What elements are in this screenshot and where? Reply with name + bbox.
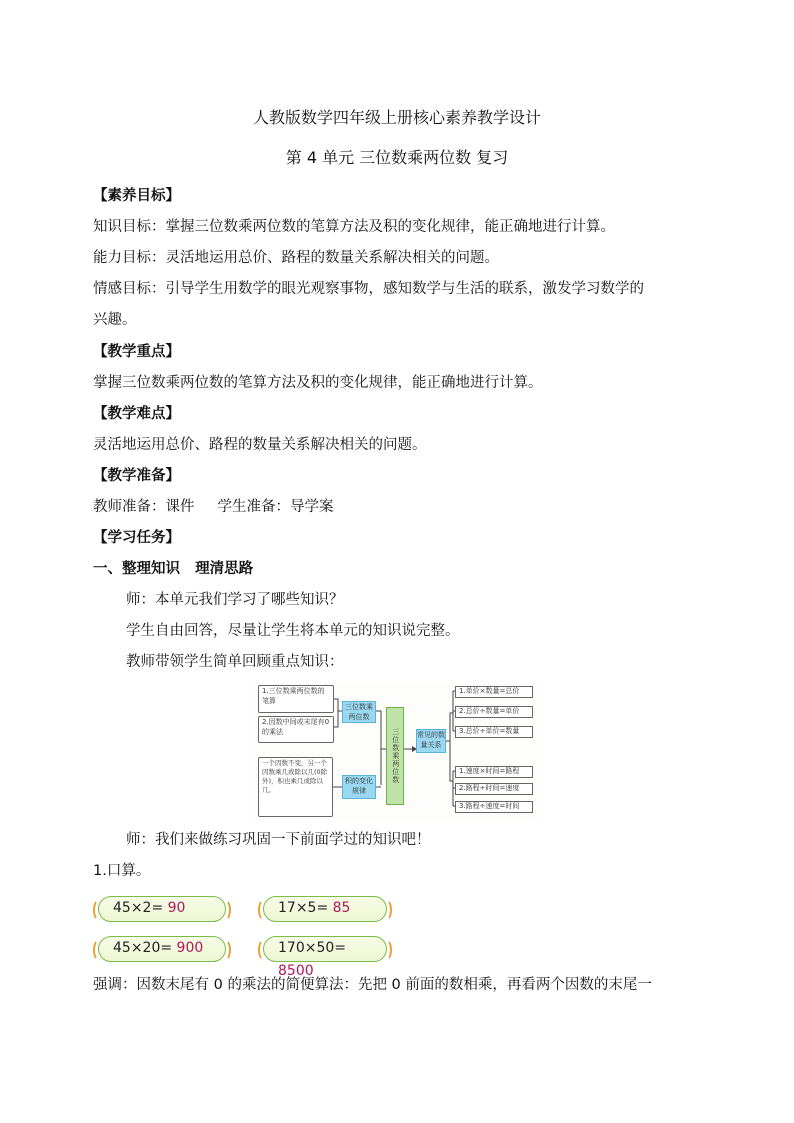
bracket-decoration — [258, 939, 270, 961]
oral-calc-answer: 900 — [176, 940, 204, 956]
section-1-heading: 一、整理知识 理清思路 — [93, 561, 254, 577]
mind-map-center-topic: 三位数乘两位数 — [386, 707, 404, 805]
mind-map-relation-price-3: 3.总价÷单价=数量 — [455, 726, 533, 738]
oral-calc-item — [98, 936, 226, 962]
preparation-text: 教师准备：课件 学生准备：导学案 — [93, 499, 334, 515]
bracket-decoration — [258, 899, 270, 921]
bracket-decoration — [219, 899, 231, 921]
knowledge-mind-map — [254, 683, 538, 820]
mind-map-relation-speed-1: 1.速度×时间=路程 — [455, 766, 533, 778]
mind-map-item-zero-factor: 2.因数中间或末尾有0的乘法 — [258, 716, 334, 743]
oral-calc-answer: 90 — [167, 900, 186, 916]
oral-calc-question: 45×2= — [113, 900, 168, 916]
mind-map-branch-product-rule: 积的变化规律 — [342, 775, 376, 799]
bracket-decoration — [219, 939, 231, 961]
key-points-heading: 【教学重点】 — [93, 344, 180, 360]
bracket-decoration — [380, 939, 392, 961]
review-intro: 教师带领学生简单回顾重点知识： — [126, 654, 344, 670]
goal-knowledge: 知识目标：掌握三位数乘两位数的笔算方法及积的变化规律，能正确地进行计算。 — [93, 219, 615, 235]
goal-emotion-line2: 兴趣。 — [93, 312, 137, 328]
goal-emotion-line1: 情感目标：引导学生用数学的眼光观察事物，感知数学与生活的联系，激发学习数学的 — [93, 281, 644, 297]
goals-heading: 【素养目标】 — [93, 188, 180, 204]
exercise-1-title: 1.口算。 — [93, 863, 151, 879]
student-answer-note: 学生自由回答，尽量让学生将本单元的知识说完整。 — [126, 623, 460, 639]
oral-calc-answer: 8500 — [278, 963, 314, 979]
difficulties-heading: 【教学难点】 — [93, 406, 180, 422]
oral-calc-item — [263, 936, 387, 979]
oral-calc-question: 170×50= — [278, 940, 346, 956]
bracket-decoration — [93, 899, 105, 921]
document-subtitle: 第 4 单元 三位数乘两位数 复习 — [285, 148, 509, 167]
mind-map-item-written-method: 1.三位数乘两位数的笔算 — [258, 685, 334, 713]
teacher-question: 师：本单元我们学习了哪些知识？ — [126, 592, 344, 608]
mind-map-relation-speed-3: 3.路程÷速度=时间 — [455, 801, 533, 813]
mind-map-branch-multiplication: 三位数乘两位数 — [342, 701, 376, 723]
document-title: 人教版数学四年级上册核心素养教学设计 — [252, 108, 541, 127]
practice-intro: 师：我们来做练习巩固一下前面学过的知识吧！ — [126, 832, 431, 848]
tasks-heading: 【学习任务】 — [93, 530, 180, 546]
mind-map-relation-price-1: 1.单价×数量=总价 — [455, 686, 533, 698]
preparation-heading: 【教学准备】 — [93, 468, 180, 484]
mind-map-quantity-relations: 常见的数量关系 — [416, 729, 446, 753]
emphasis-note: 强调：因数末尾有 0 的乘法的简便算法：先把 0 前面的数相乘，再看两个因数的末尾一 — [93, 977, 652, 993]
oral-calc-question: 45×20= — [113, 940, 177, 956]
oral-calc-item — [263, 896, 387, 922]
mind-map-item-product-rule: 一个因数不变，另一个因数乘几或除以几(0除外)，积也乘几或除以几。 — [258, 757, 333, 817]
oral-calc-question: 17×5= — [278, 900, 333, 916]
mind-map-relation-price-2: 2.总价÷数量=单价 — [455, 706, 533, 718]
key-points-text: 掌握三位数乘两位数的笔算方法及积的变化规律，能正确地进行计算。 — [93, 375, 543, 391]
difficulties-text: 灵活地运用总价、路程的数量关系解决相关的问题。 — [93, 437, 427, 453]
bracket-decoration — [380, 899, 392, 921]
oral-calc-item — [98, 896, 226, 922]
goal-ability: 能力目标：灵活地运用总价、路程的数量关系解决相关的问题。 — [93, 250, 499, 266]
mind-map-relation-speed-2: 2.路程÷时间=速度 — [455, 783, 533, 795]
bracket-decoration — [93, 939, 105, 961]
oral-calc-answer: 85 — [332, 900, 351, 916]
